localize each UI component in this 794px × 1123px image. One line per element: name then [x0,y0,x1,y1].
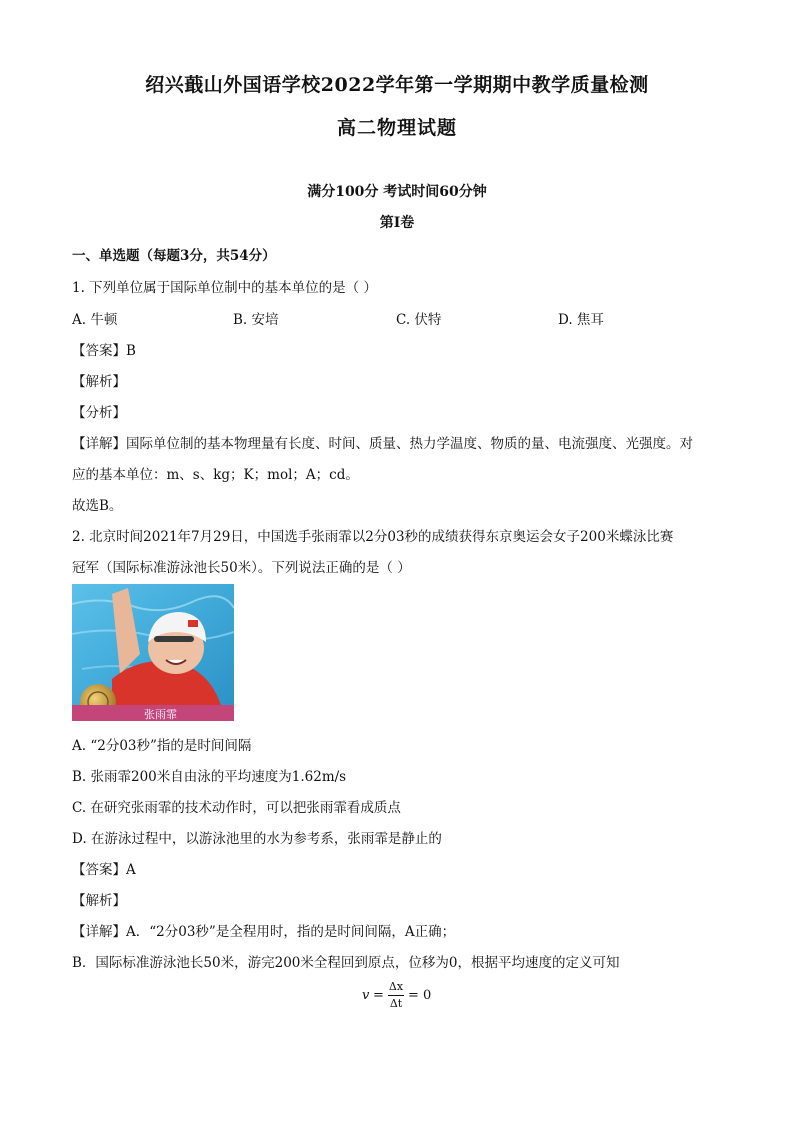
q2-option-c: C. 在研究张雨霏的技术动作时，可以把张雨霏看成质点 [72,800,401,816]
swimmer-photo [72,584,234,721]
swimmer-illustration [72,584,234,721]
q1-option-c: C. 伏特 [396,312,442,328]
formula-denominator: Δt [389,997,403,1010]
formula-numerator: Δx [388,980,404,993]
exam-subtitle: 高二物理试题 [336,117,457,139]
formula-equals: = [373,988,384,1003]
q2-stem-line2: 冠军（国际标准游泳池长50米）。下列说法正确的是（ ） [72,560,411,576]
q1-fenxi-tag: 【分析】 [72,405,126,421]
q2-option-b: B. 张雨霏200米自由泳的平均速度为1.62m/s [72,769,347,785]
formula-v: v [362,988,370,1003]
q1-option-a: A. 牛顿 [72,312,118,328]
q2-stem-line1: 2. 北京时间2021年7月29日，中国选手张雨霏以2分03秒的成绩获得东京奥运会女子200米蝶泳比赛 [72,529,674,545]
q2-option-d: D. 在游泳过程中，以游泳池里的水为参考系，张雨霏是静止的 [72,831,442,847]
q1-conclusion: 故选B。 [72,498,123,514]
fraction-bar [388,995,404,996]
photo-caption: 张雨霏 [144,708,177,721]
q1-option-b: B. 安培 [233,312,279,328]
q1-answer: 【答案】B [72,343,136,359]
q1-stem: 1. 下列单位属于国际单位制中的基本单位的是（ ） [72,280,377,296]
average-velocity-formula [362,980,442,1016]
exam-title: 绍兴蕺山外国语学校2022学年第一学期期中教学质量检测 [145,74,649,96]
q1-analysis-tag: 【解析】 [72,374,126,390]
q2-option-a: A. “2分03秒”指的是时间间隔 [72,738,252,754]
q1-detail-line2: 应的基本单位：m、s、kg；K；mol；A；cd。 [72,467,359,483]
q1-detail-line1: 【详解】国际单位制的基本物理量有长度、时间、质量、热力学温度、物质的量、电流强度、光强度。对 [72,436,693,452]
formula-fraction [388,980,404,1011]
q2-detail-line1: 【详解】A．“2分03秒”是全程用时，指的是时间间隔，A正确； [72,924,456,940]
exam-meta: 满分100分 考试时间60分钟 [307,184,487,200]
formula-rhs: = 0 [408,988,432,1003]
q2-analysis-tag: 【解析】 [72,893,126,909]
q1-option-d: D. 焦耳 [558,312,604,328]
q2-detail-line2: B．国际标准游泳池长50米，游完200米全程回到原点，位移为0，根据平均速度的定义可知 [72,955,620,971]
volume-label: 第I卷 [379,215,415,231]
q2-answer: 【答案】A [72,862,136,878]
section-heading: 一、单选题（每题3分，共54分） [72,248,276,264]
